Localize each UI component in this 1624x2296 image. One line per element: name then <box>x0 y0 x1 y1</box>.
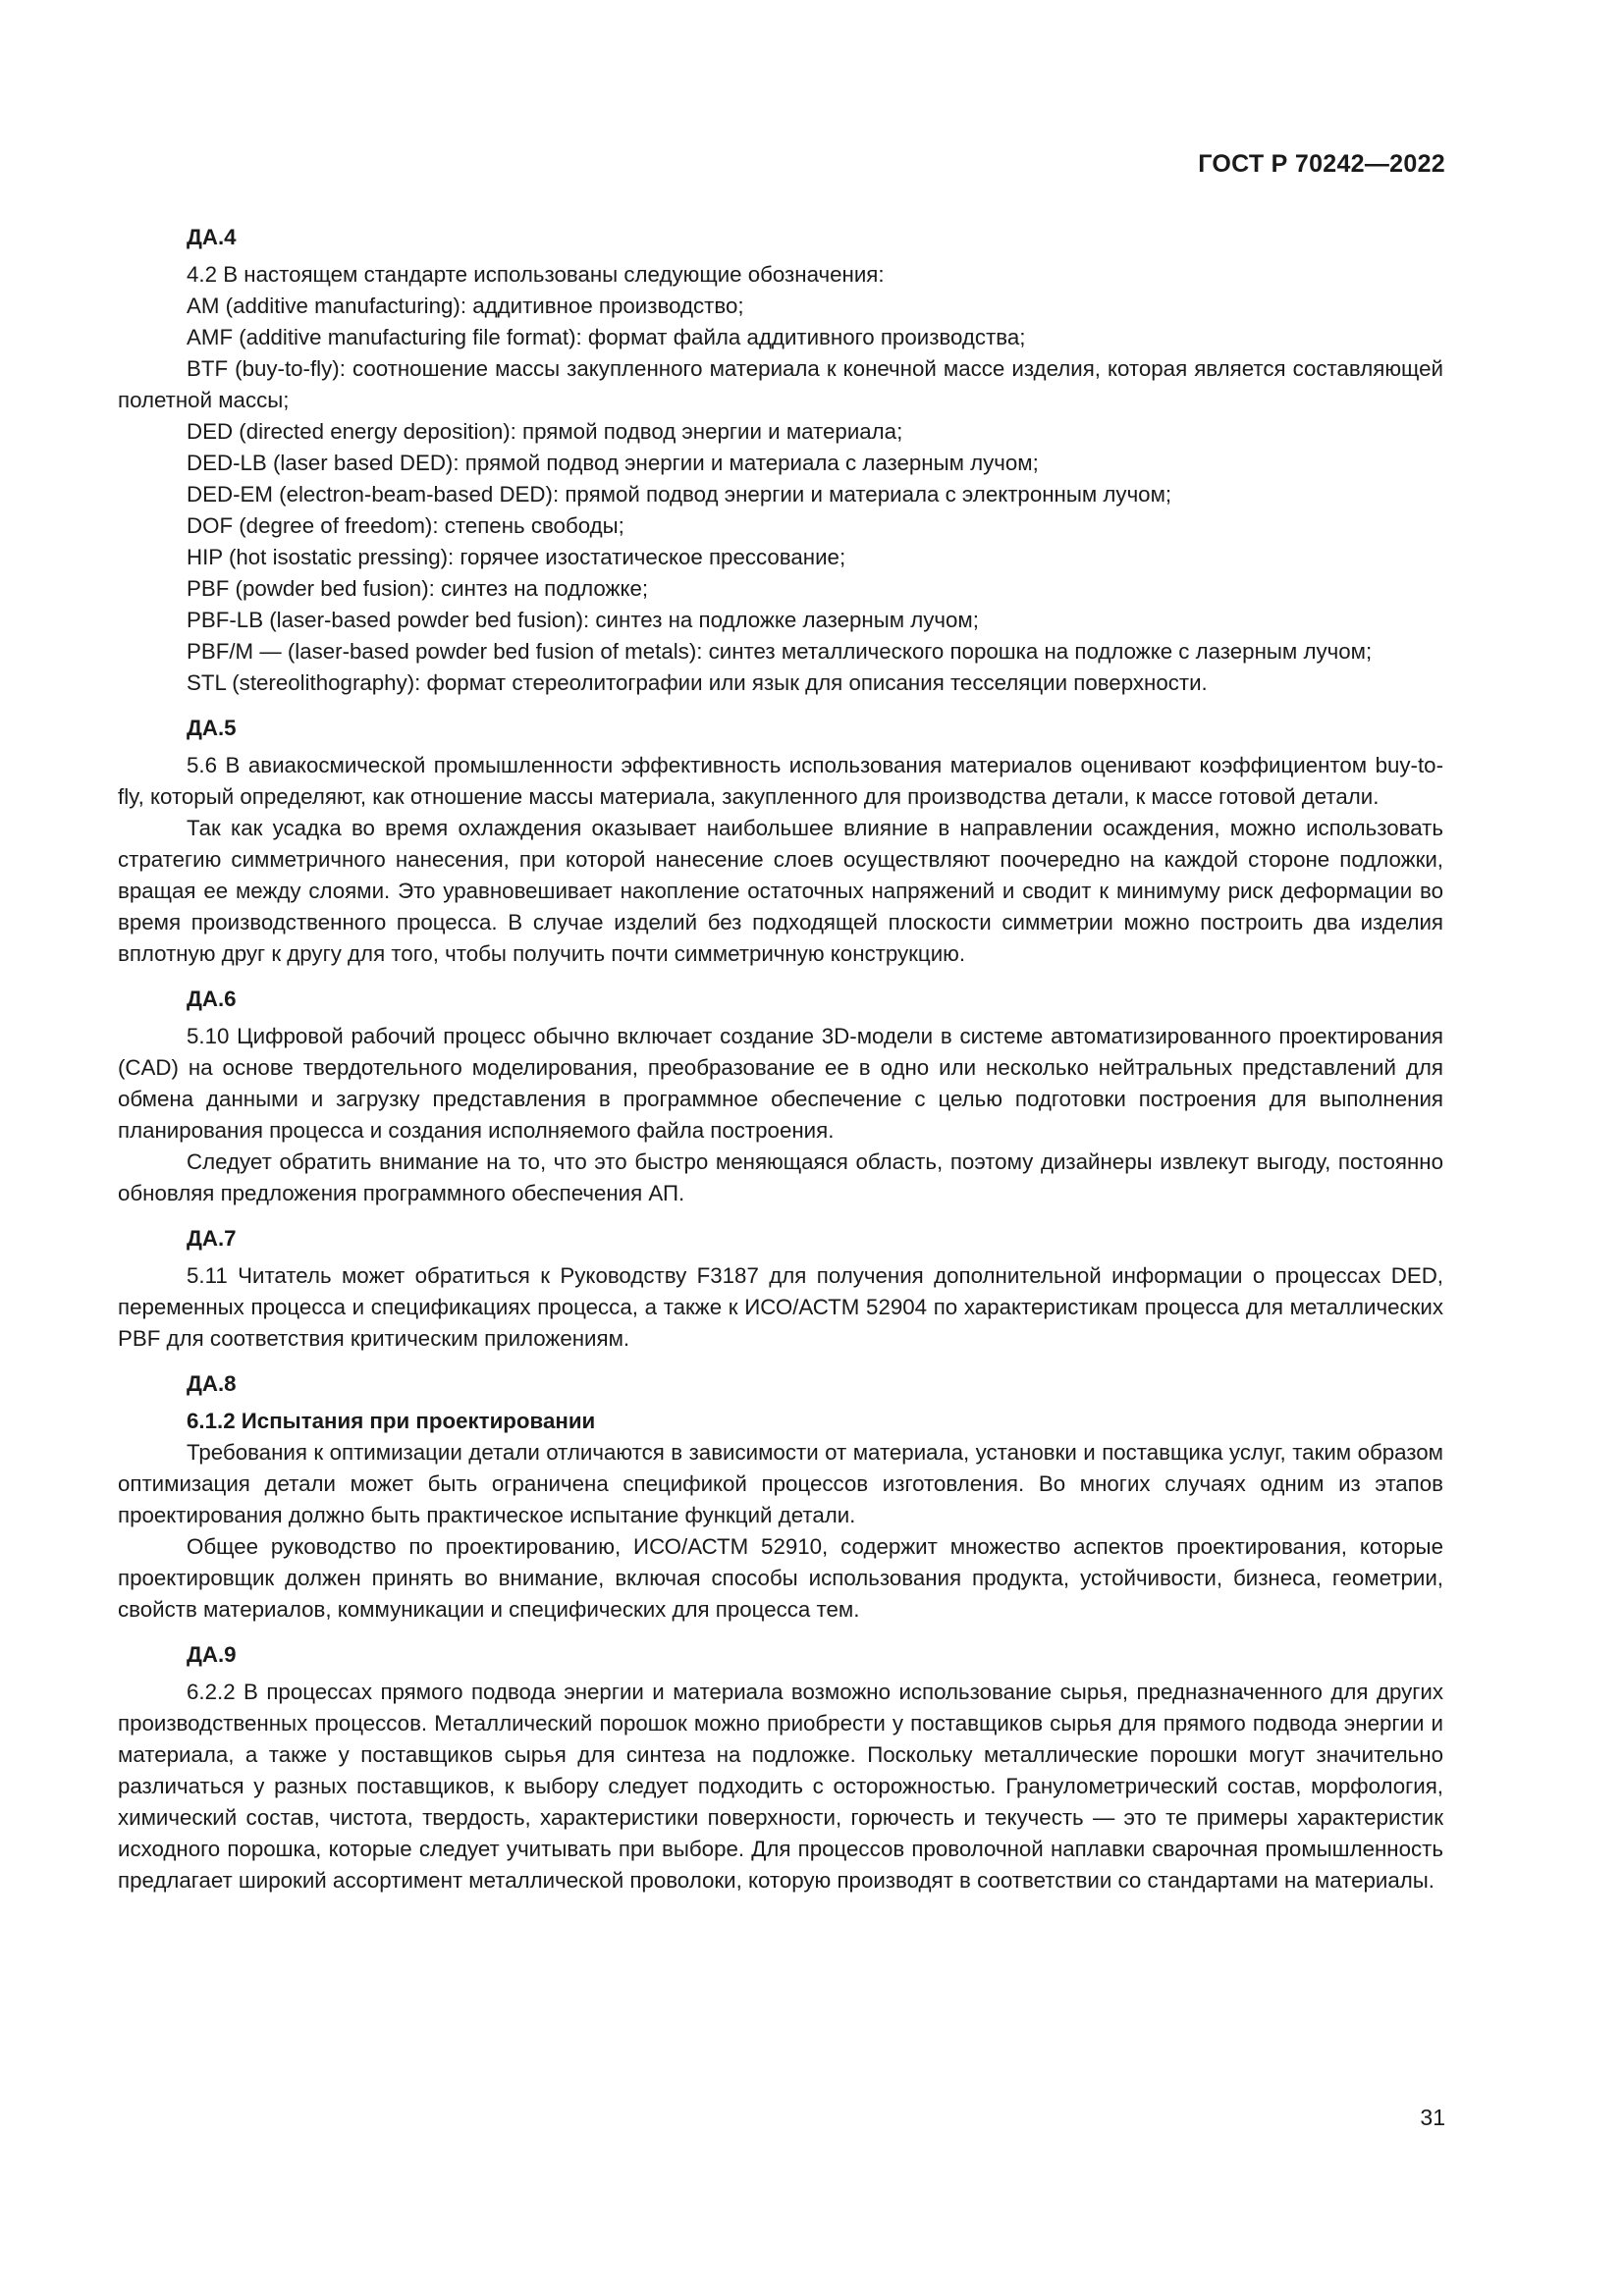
standard-designation: ГОСТ Р 70242—2022 <box>1198 150 1445 178</box>
section-heading-da6: ДА.6 <box>187 987 237 1011</box>
paragraph: 5.6 В авиакосмической промышленности эффективность использования материалов оценивают коэффициентом buy-to-fly, который определяют, как отношение массы материала, закупленного для производства детали, к массе готовой детали. <box>118 753 1443 809</box>
page-number: 31 <box>1420 2105 1445 2130</box>
paragraph: 4.2 В настоящем стандарте использованы следующие обозначения: <box>187 262 885 287</box>
paragraph: 5.10 Цифровой рабочий процесс обычно включает создание 3D-модели в системе автоматизированного проектирования (CAD) на основе твердотельного моделирования, преобразование ее в одно или несколько нейтральных представлений для обмена данными и загрузку представления в программное обеспечение с целью подготовки построения для выполнения планирования процесса и создания исполняемого файла построения. <box>118 1024 1443 1143</box>
page-content <box>118 222 1443 1896</box>
paragraph: Так как усадка во время охлаждения оказывает наибольшее влияние в направлении осаждения, можно использовать стратегию симметричного нанесения, при которой нанесение слоев осуществляют поочередно на каждой стороне подложки, вращая ее между слоями. Это уравновешивает накопление остаточных напряжений и сводит к минимуму риск деформации во время производственного процесса. В случае изделий без подходящей плоскости симметрии можно построить два изделия вплотную друг к другу для того, чтобы получить почти симметричную конструкцию. <box>118 816 1443 966</box>
subsection-heading: 6.1.2 Испытания при проектировании <box>187 1409 596 1433</box>
section-heading-da9: ДА.9 <box>187 1642 237 1667</box>
abbreviation-item: AMF (additive manufacturing file format): формат файла аддитивного производства; <box>187 325 1026 349</box>
section-heading-da7: ДА.7 <box>187 1226 237 1251</box>
abbreviation-item: DOF (degree of freedom): степень свободы; <box>187 513 624 538</box>
abbreviation-item: DED-EM (electron-beam-based DED): прямой подвод энергии и материала с электронным лучом; <box>187 482 1172 507</box>
abbreviation-item: HIP (hot isostatic pressing): горячее изостатическое прессование; <box>187 545 846 569</box>
abbreviation-item: PBF (powder bed fusion): синтез на подложке; <box>187 576 649 601</box>
paragraph: Требования к оптимизации детали отличаются в зависимости от материала, установки и поставщика услуг, таким образом оптимизация детали может быть ограничена спецификой процессов изготовления. Во многих случаях одним из этапов проектирования должно быть практическое испытание функций детали. <box>118 1440 1443 1527</box>
abbreviation-item: DED-LB (laser based DED): прямой подвод энергии и материала с лазерным лучом; <box>187 451 1039 475</box>
paragraph: 5.11 Читатель может обратиться к Руководству F3187 для получения дополнительной информации о процессах DED, переменных процесса и спецификациях процесса, а также к ИСО/АСТМ 52904 по характеристикам процесса для металлических PBF для соответствия критическим приложениям. <box>118 1263 1443 1351</box>
paragraph: 6.2.2 В процессах прямого подвода энергии и материала возможно использование сырья, предназначенного для других производственных процессов. Металлический порошок можно приобрести у поставщиков сырья для прямого подвода энергии и материала, а также у поставщиков сырья для синтеза на подложке. Поскольку металлические порошки могут значительно различаться у разных поставщиков, к выбору следует подходить с осторожностью. Гранулометрический состав, морфология, химический состав, чистота, твердость, характеристики поверхности, горючесть и текучесть — это те примеры характеристик исходного порошка, которые следует учитывать при выборе. Для процессов проволочной наплавки сварочная промышленность предлагает широкий ассортимент металлической проволоки, которую производят в соответствии со стандартами на материалы. <box>118 1680 1443 1893</box>
paragraph: Следует обратить внимание на то, что это быстро меняющаяся область, поэтому дизайнеры извлекут выгоду, постоянно обновляя предложения программного обеспечения АП. <box>118 1149 1443 1205</box>
abbreviation-item: DED (directed energy deposition): прямой подвод энергии и материала; <box>187 419 903 444</box>
section-heading-da5: ДА.5 <box>187 716 237 740</box>
abbreviation-item: PBF/M — (laser-based powder bed fusion of metals): синтез металлического порошка на подложке с лазерным лучом; <box>187 639 1373 664</box>
abbreviation-item: AM (additive manufacturing): аддитивное производство; <box>187 294 744 318</box>
section-heading-da4: ДА.4 <box>187 225 237 249</box>
paragraph: Общее руководство по проектированию, ИСО/АСТМ 52910, содержит множество аспектов проектирования, которые проектировщик должен принять во внимание, включая способы использования продукта, устойчивости, бизнеса, геометрии, свойств материалов, коммуникации и специфических для процесса тем. <box>118 1534 1443 1622</box>
section-heading-da8: ДА.8 <box>187 1371 237 1396</box>
abbreviation-item: PBF-LB (laser-based powder bed fusion): синтез на подложке лазерным лучом; <box>187 608 979 632</box>
abbreviation-item: STL (stereolithography): формат стереолитографии или язык для описания тесселяции поверхности. <box>187 670 1208 695</box>
abbreviation-item: BTF (buy-to-fly): соотношение массы закупленного материала к конечной массе изделия, которая является составляющей полетной массы; <box>118 356 1443 412</box>
